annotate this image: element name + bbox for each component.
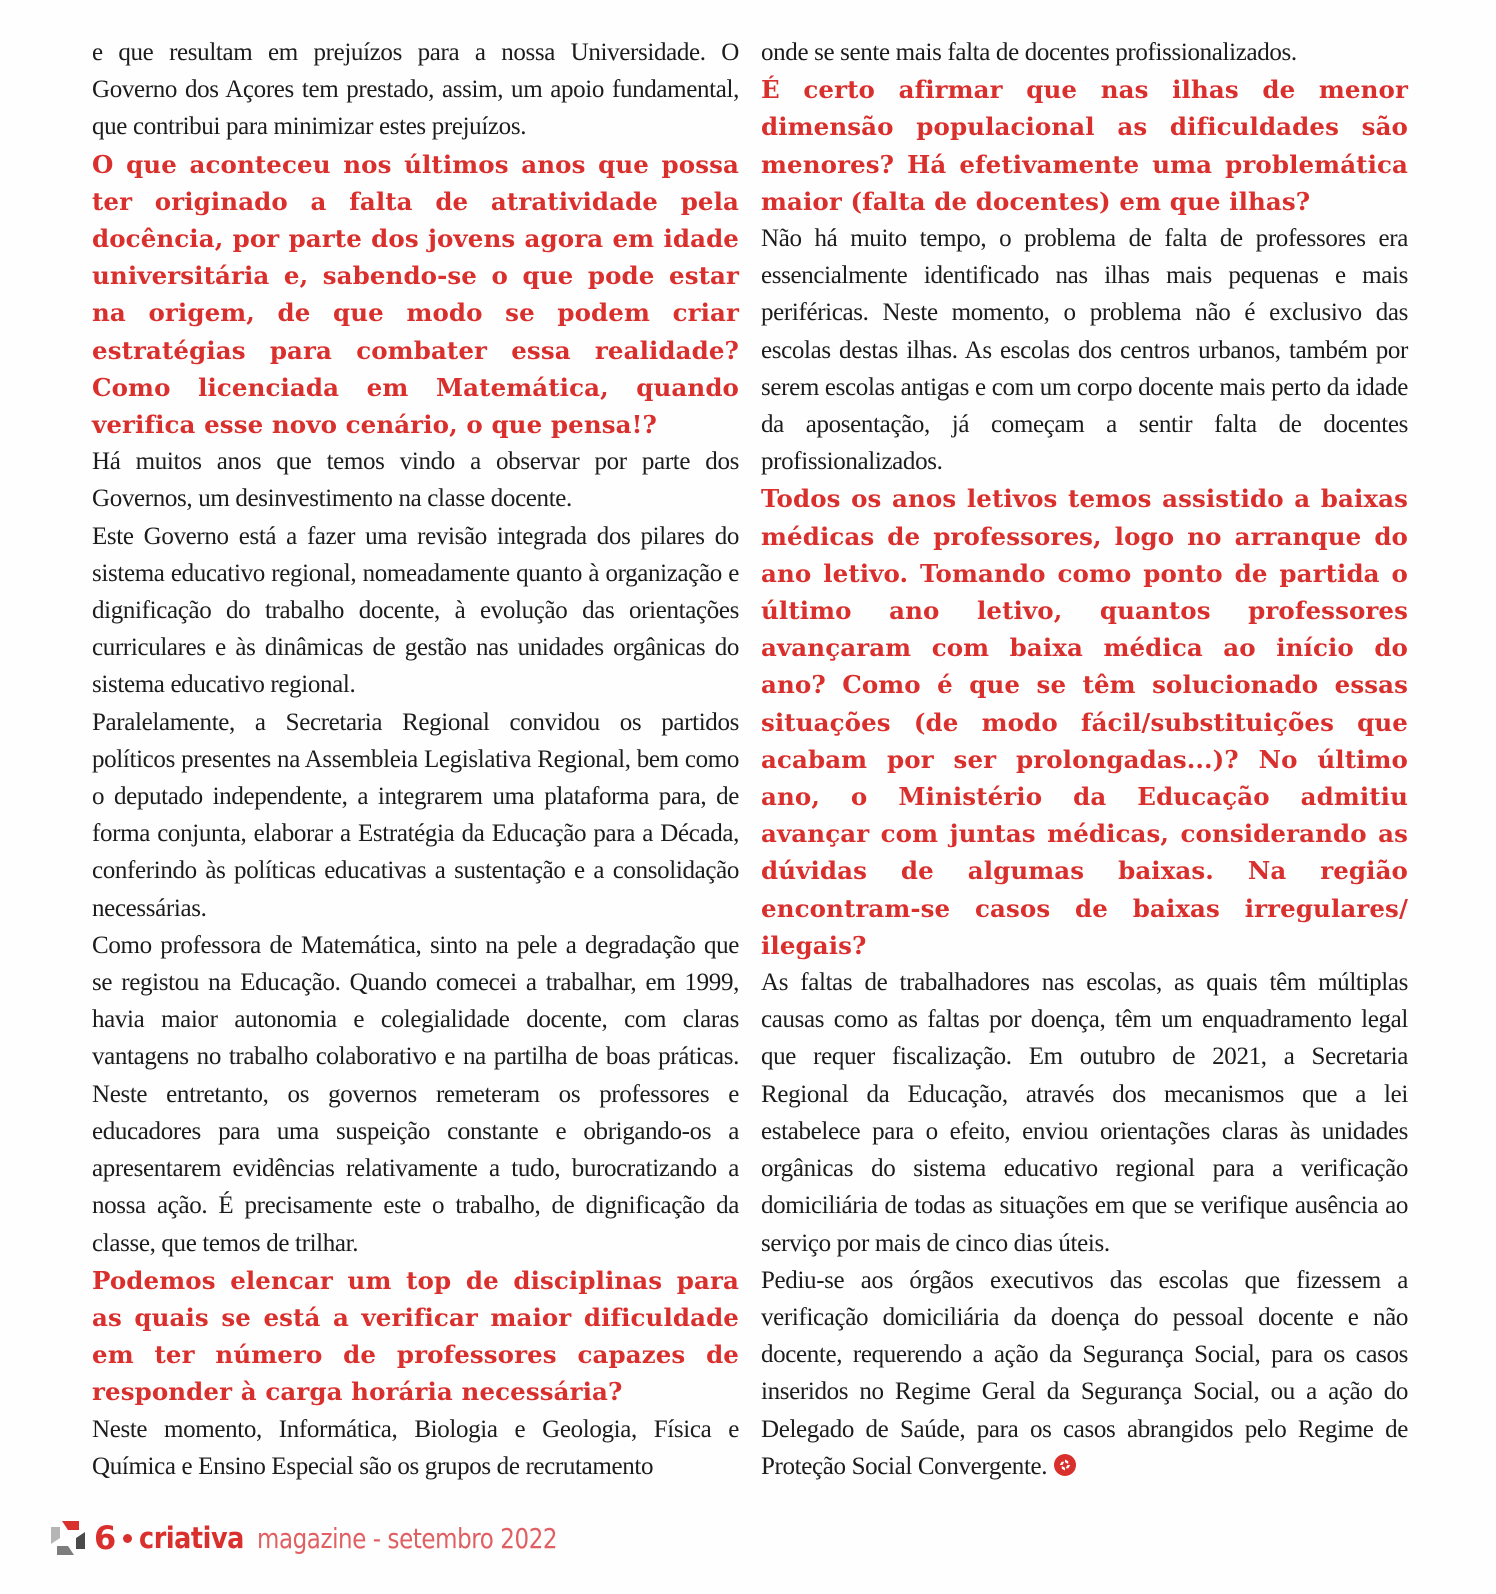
- left-column: [92, 34, 739, 1485]
- body-paragraph: Neste momento, Informática, Biologia e Geologia, Física e Química e Ensino Especial são os grupos de recrutamento: [92, 1415, 739, 1480]
- interview-question: É certo afirmar que nas ilhas de menor dimensão populacional as dificuldades são menores? Há efetivamente uma problemática maior (falta de docentes) em que ilhas?: [761, 75, 1408, 216]
- page-footer: [48, 1510, 623, 1566]
- body-paragraph: Não há muito tempo, o problema de falta de professores era essencialmente identificado nas ilhas mais pequenas e mais periféricas. Neste momento, o problema não é exclusivo das escolas destas ilhas. As escolas dos centros urbanos, também por serem escolas antigas e com um corpo docente mais perto da idade da aposentação, já começam a sentir falta de docentes profissionalizados.: [761, 225, 1408, 476]
- interview-question: O que aconteceu nos últimos anos que possa ter originado a falta de atratividade pela docência, por parte dos jovens agora em idade universitária e, sabendo-se o que pode estar na origem, de que modo se podem criar estratégias para combater essa realidade? Como licenciada em Matemática, quando verifica esse novo cenário, o que pensa!?: [92, 149, 739, 440]
- criativa-end-mark-icon: [1053, 1453, 1077, 1477]
- final-paragraph-text: Pediu-se aos órgãos executivos das escolas que fizessem a verificação domiciliária da doença do pessoal docente e não docente, requerendo a ação da Segurança Social, para os casos inseridos no Regime Geral da Segurança Social, ou a ação do Delegado de Saúde, para os casos abrangidos pelo Regime de Proteção Social Convergente.: [761, 1266, 1408, 1480]
- page-number: 6: [94, 1519, 116, 1557]
- body-paragraph: As faltas de trabalhadores nas escolas, as quais têm múltiplas causas como as faltas por doença, têm um enquadramento legal que requer fiscalização. Em outubro de 2021, a Secretaria Regional da Educação, através dos mecanismos que a lei estabelece para o efeito, enviou orientações claras às unidades orgânicas do sistema educativo regional para a verificação domiciliária de todas as situações em que se verifique ausência ao serviço por mais de cinco dias úteis.: [761, 969, 1408, 1257]
- interview-question: Podemos elencar um top de disciplinas para as quais se está a verificar maior dificuldade em ter número de professores capazes de responder à carga horária necessária?: [92, 1265, 739, 1407]
- body-paragraph: onde se sente mais falta de docentes profissionalizados.: [761, 39, 1297, 66]
- body-paragraph: Paralelamente, a Secretaria Regional convidou os partidos políticos presentes na Assembleia Legislativa Regional, bem como o deputado independente, a integrarem uma plataforma para, de forma conjunta, elaborar a Estratégia da Educação para a Década, conferindo às políticas educativas a sustentação e a consolidação necessárias.: [92, 708, 739, 922]
- right-column: [761, 34, 1408, 1485]
- final-paragraph: [761, 1262, 1408, 1485]
- magazine-issue: magazine - setembro 2022: [256, 1521, 557, 1555]
- footer-separator-dot: [123, 1534, 132, 1543]
- body-paragraph: Como professora de Matemática, sinto na pele a degradação que se registou na Educação. Quando comecei a trabalhar, em 1999, havia maior autonomia e colegialidade docente, com claras vantagens no trabalho colaborativo e na partilha de boas práticas. Neste entretanto, os governos remeteram os professores e educadores para uma suspeição constante e obrigando-os a apresentarem evidências relativamente a tudo, burocratizando a nossa ação. É precisamente este o trabalho, de dignificação da classe, que temos de trilhar.: [92, 931, 739, 1257]
- body-paragraph: e que resultam em prejuízos para a nossa Universidade. O Governo dos Açores tem prestado, assim, um apoio fundamental, que contribui para minimizar estes prejuízos.: [92, 39, 739, 141]
- body-paragraph: Há muitos anos que temos vindo a observar por parte dos Governos, um desinvestimento na classe docente.: [92, 448, 739, 513]
- body-paragraph: Este Governo está a fazer uma revisão integrada dos pilares do sistema educativo regional, nomeadamente quanto à organização e dignificação do trabalho docente, à evolução das orientações curriculares e às dinâmicas de gestão nas unidades orgânicas do sistema educativo regional.: [92, 522, 739, 699]
- criativa-aperture-logo-icon: [48, 1518, 88, 1558]
- interview-question: Todos os anos letivos temos assistido a baixas médicas de professores, logo no arranque do ano letivo. Tomando como ponto de partida o último ano letivo, quantos professores avançaram com baixa médica ao início do ano? Como é que se têm solucionado essas situações (de modo fácil/substituições que acabam por ser prolongadas...)? No último ano, o Ministério da Educação admitiu avançar com juntas médicas, considerando as dúvidas de algumas baixas. Na região encontram-se casos de baixas irregulares/ ilegais?: [761, 484, 1408, 960]
- magazine-brand: criativa: [139, 1521, 245, 1555]
